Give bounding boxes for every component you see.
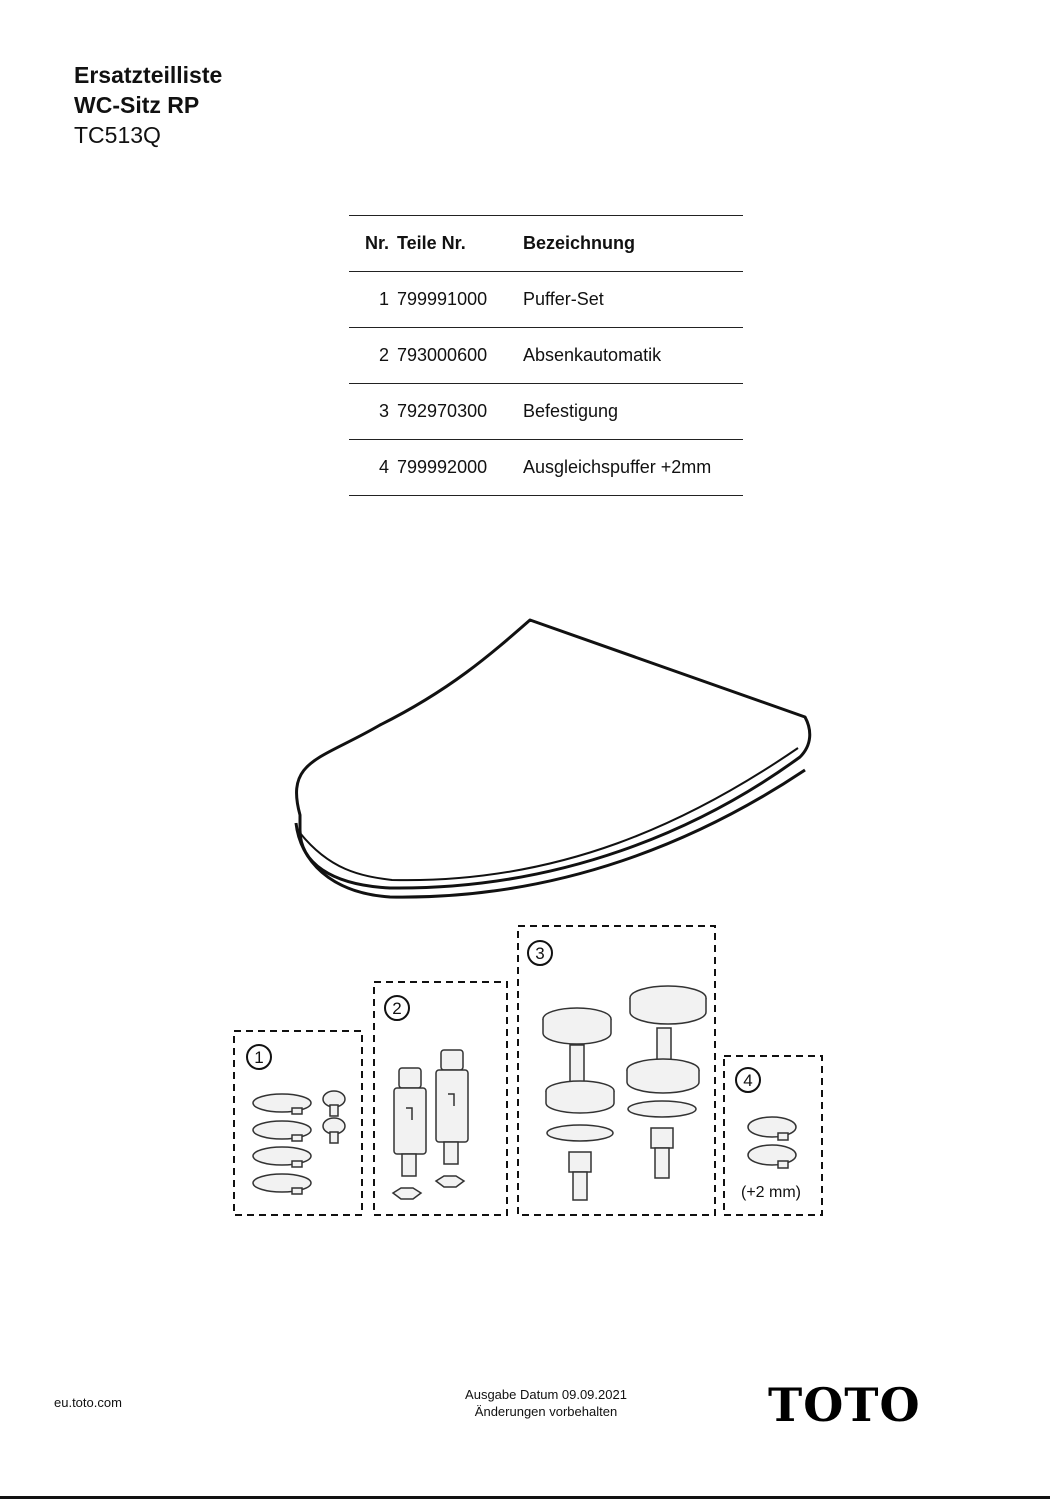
header-nr: Nr.: [349, 216, 397, 272]
row-nr: 4: [349, 440, 397, 496]
row-nr: 1: [349, 272, 397, 328]
soft-close-damper-illustration: [393, 1050, 468, 1199]
toto-logo: TOTO: [768, 1378, 921, 1432]
buffer-set-illustration: [253, 1091, 345, 1194]
callout-3-label: 3: [535, 944, 545, 963]
row-nr: 3: [349, 384, 397, 440]
fixing-kit-illustration: [543, 986, 706, 1200]
product-name: WC-Sitz RP: [74, 92, 200, 118]
footer-issue-info: [446, 1386, 646, 1420]
compensation-note: (+2 mm): [741, 1184, 801, 1201]
callout-2-label: 2: [392, 999, 402, 1018]
callout-4-label: 4: [743, 1071, 753, 1090]
row-description: Puffer-Set: [523, 272, 743, 328]
issue-date: Ausgabe Datum 09.09.2021: [465, 1387, 627, 1402]
header-description: Bezeichnung: [523, 216, 743, 272]
row-description: Ausgleichspuffer +2mm: [523, 440, 743, 496]
footer-url: eu.toto.com: [54, 1395, 122, 1410]
compensation-buffer-illustration: [748, 1117, 796, 1168]
row-description: Absenkautomatik: [523, 328, 743, 384]
change-notice: Änderungen vorbehalten: [474, 1404, 618, 1419]
header-part-number: Teile Nr.: [397, 216, 523, 272]
bottom-divider: [0, 1496, 1050, 1499]
callout-1-label: 1: [254, 1048, 264, 1067]
row-part-number: 799991000: [397, 272, 523, 328]
toilet-seat-illustration: [296, 620, 810, 897]
row-nr: 2: [349, 328, 397, 384]
row-description: Befestigung: [523, 384, 743, 440]
row-part-number: 799992000: [397, 440, 523, 496]
document-title: Ersatzteilliste: [74, 62, 223, 88]
row-part-number: 793000600: [397, 328, 523, 384]
row-part-number: 792970300: [397, 384, 523, 440]
model-number: TC513Q: [74, 122, 161, 148]
